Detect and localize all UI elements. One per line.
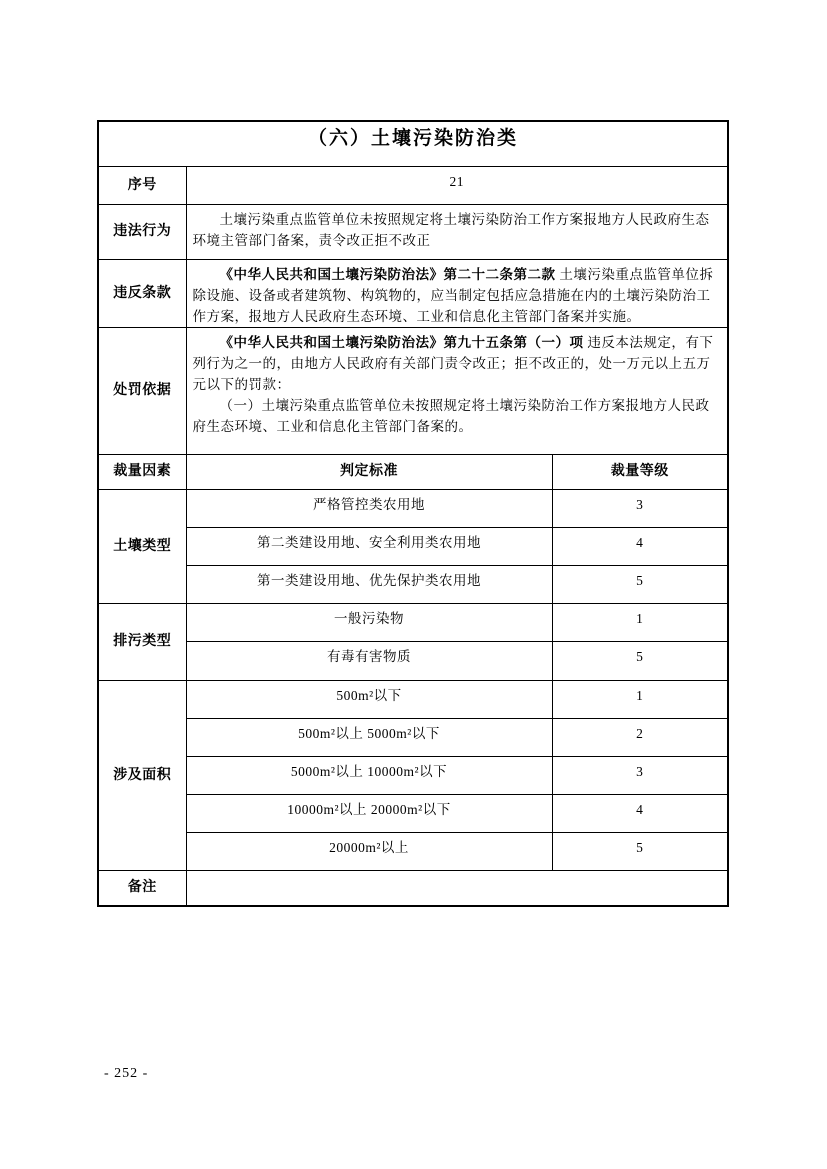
- header-discretion-factor: 裁量因素: [98, 454, 186, 489]
- violated-clause-text: [193, 264, 722, 327]
- header-criteria: 判定标准: [186, 454, 552, 489]
- grade-cell: 2: [552, 718, 728, 756]
- page-number: - 252 -: [104, 1066, 149, 1081]
- row-label-penalty-basis: 处罚依据: [98, 327, 186, 454]
- grade-cell: 5: [552, 565, 728, 603]
- grade-cell: 5: [552, 832, 728, 870]
- penalty-basis-cell: [186, 327, 728, 454]
- illegal-act-cell: [186, 204, 728, 259]
- table-title: （六）土壤污染防治类: [98, 121, 728, 166]
- grade-cell: 3: [552, 489, 728, 527]
- criteria-cell: 有毒有害物质: [186, 641, 552, 680]
- criteria-cell: 一般污染物: [186, 603, 552, 641]
- violated-clause-citation: 《中华人民共和国土壤污染防治法》第二十二条第二款: [219, 266, 556, 282]
- criteria-cell: 严格管控类农用地: [186, 489, 552, 527]
- row-label-illegal-act: 违法行为: [98, 204, 186, 259]
- criteria-cell: 10000m²以上 20000m²以下: [186, 794, 552, 832]
- grade-cell: 1: [552, 680, 728, 718]
- grade-cell: 1: [552, 603, 728, 641]
- grade-cell: 3: [552, 756, 728, 794]
- violated-clause-cell: [186, 259, 728, 327]
- criteria-cell: 5000m²以上 10000m²以下: [186, 756, 552, 794]
- grade-cell: 5: [552, 641, 728, 680]
- factor-label-discharge-type: 排污类型: [98, 603, 186, 680]
- factor-label-involved-area: 涉及面积: [98, 680, 186, 870]
- penalty-basis-item-1: （一）土壤污染重点监管单位未按照规定将土壤污染防治工作方案报地方人民政府生态环境、工业和信息化主管部门备案的。: [192, 397, 710, 434]
- header-grade: 裁量等级: [552, 454, 728, 489]
- criteria-cell: 20000m²以上: [186, 832, 552, 870]
- criteria-cell: 第一类建设用地、优先保护类农用地: [186, 565, 552, 603]
- row-label-remark: 备注: [98, 870, 186, 906]
- grade-cell: 4: [552, 527, 728, 565]
- row-label-violated-clause: 违反条款: [98, 259, 186, 327]
- soil-pollution-discretion-table: [97, 120, 729, 907]
- row-label-serial: 序号: [98, 166, 186, 204]
- criteria-cell: 500m²以上 5000m²以下: [186, 718, 552, 756]
- penalty-basis-body: 违反本法规定，有下列行为之一的，由地方人民政府有关部门责令改正；拒不改正的，处一万元以上五万元以下的罚款：: [192, 334, 714, 392]
- criteria-cell: 第二类建设用地、安全利用类农用地: [186, 527, 552, 565]
- penalty-basis-citation: 《中华人民共和国土壤污染防治法》第九十五条第（一）项: [219, 334, 584, 350]
- violated-clause-body: 土壤污染重点监管单位拆除设施、设备或者建筑物、构筑物的，应当制定包括应急措施在内的土壤污染防治工作方案，报地方人民政府生态环境、工业和信息化主管部门备案并实施。: [192, 266, 714, 324]
- illegal-act-text: 土壤污染重点监管单位未按照规定将土壤污染防治工作方案报地方人民政府生态环境主管部门备案，责令改正拒不改正: [192, 211, 710, 248]
- criteria-cell: 500m²以下: [186, 680, 552, 718]
- factor-label-soil-type: 土壤类型: [98, 489, 186, 603]
- penalty-basis-text: [193, 332, 722, 395]
- serial-number-value: 21: [186, 166, 728, 204]
- remark-cell: [186, 870, 728, 906]
- grade-cell: 4: [552, 794, 728, 832]
